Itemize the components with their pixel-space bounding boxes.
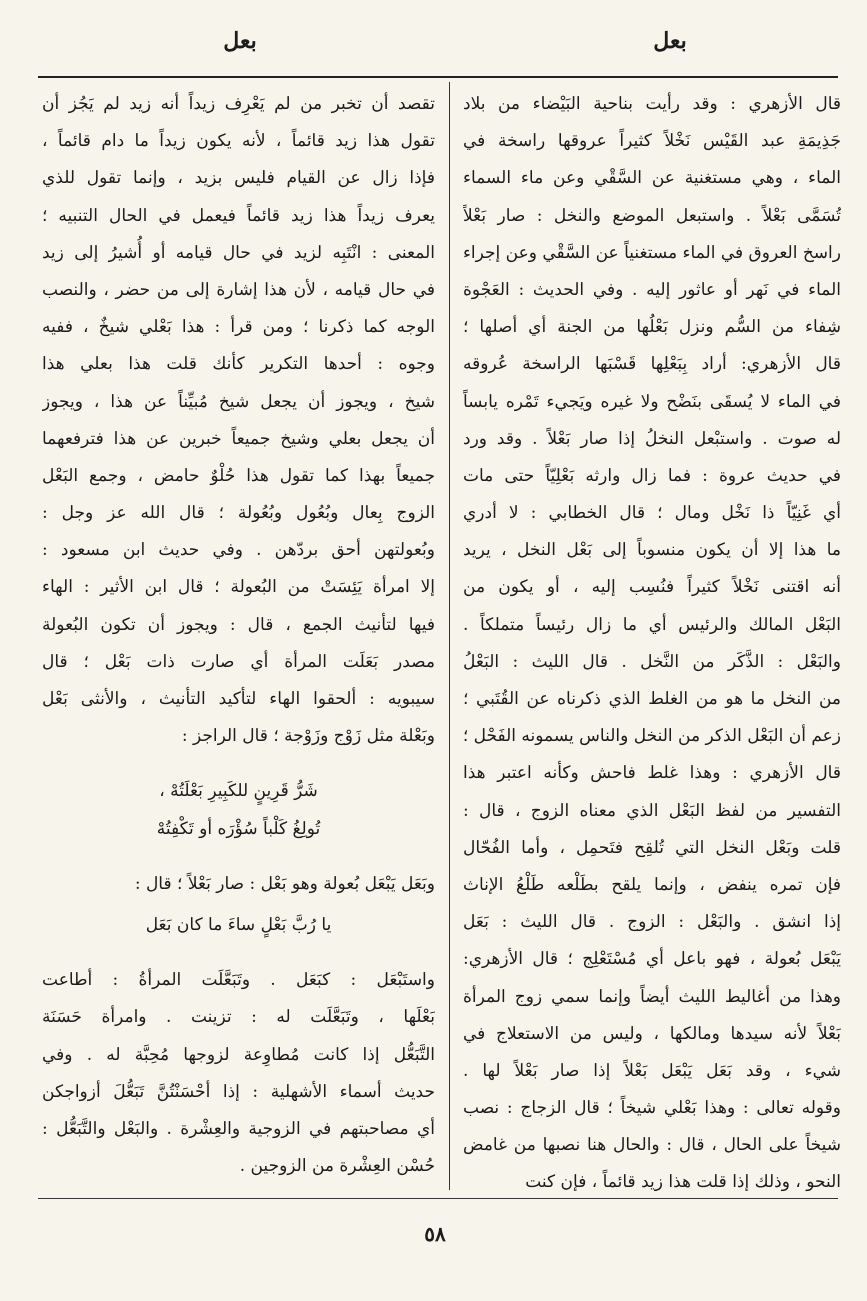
text-line: وبُعولتهن أحق بردّهن . وفي حديث ابن مسعود : — [42, 540, 435, 561]
left-column-top — [42, 86, 435, 755]
text-line: فيها لتأنيث الجمع ، قال : ويجوز أن تكون البُعولة — [42, 614, 435, 635]
header-rule — [38, 76, 838, 78]
text-line: قال الأزهري : وقد رأيت بناحية البَيْضاء من بلاد — [463, 94, 841, 114]
text-line: أنه اقتنى نَخْلاً كثيراً فنُسِب إليه ، أو يكون من — [463, 577, 841, 598]
text-line: حديث أسماء الأشهلية : إذا أحْسَنْتُنَّ تَبَعُّلَ أزواجكن — [42, 1081, 435, 1102]
running-head-right: بعل — [653, 28, 687, 54]
verse-line: يا رُبَّ بَعْلٍ ساءَ ما كان بَعَل — [145, 914, 332, 935]
text-line: شيخ ، ويجوز أن يجعل شيخ مُبيِّناً عن هذا ، ويجوز — [42, 391, 435, 412]
text-line: الماء ، وهي مستغنية عن السَّقْي وعن ماء السماء — [463, 168, 841, 189]
text-line: بَعْلَها ، وتَبَعَّلَت له : تزينت . وامرأة حَسَنَة — [42, 1007, 435, 1028]
text-line: يَبْعَل بُعولة ، فهو باعل أي مُسْتَعْلِج ؛ قال الأزهري: — [463, 949, 841, 970]
text-line: أي مصاحبتهم في الزوجية والعِشْرة . والبَعْل والتَّبَعُّل : — [42, 1118, 435, 1139]
text-line: في حال قيامه ، لأن هذا إشارة إلى من حضر ، والنصب — [42, 279, 435, 300]
text-line: البَعْل المالك والرئيس أي ما زال رئيساً متملكاً . — [463, 614, 841, 635]
text-line: في حديث عروة : فما زال وارثه بَعْلِيّاً حتى مات — [463, 465, 841, 486]
text-line: إلا امرأة يَئِسَتْ من البُعولة ؛ قال ابن الأثير : الهاء — [42, 577, 435, 598]
text-line: تقول هذا زيد قائماً ، لأنه يكون زيداً ما دام قائماً ، — [42, 131, 435, 152]
verse-line: شَرُّ قَرِينٍ للكَبِيرِ بَعْلَتُهْ ، — [159, 781, 318, 802]
text-line: التَّبَعُّل إذا كانت مُطاوِعة لزوجها مُحِبَّة له . وفي — [42, 1044, 435, 1065]
text-line: وجوه : أحدها التكرير كأنك قلت هذا بعلي هذا — [42, 354, 435, 375]
text-line: والبَعْل : الذَّكَر من النَّخل . قال الليث : البَعْلُ — [463, 651, 841, 672]
text-line: بَعْلاً لأنه سيدها ومالكها ، وليس من الاستعلاج في — [463, 1023, 841, 1044]
text-line: سيبويه : ألحقوا الهاء لتأكيد التأنيث ، والأنثى بَعْل — [42, 689, 435, 709]
text-line: مصدر بَعَلَت المرأة أي صارت ذات بَعْل ؛ قال — [42, 651, 435, 672]
verse-gap — [42, 848, 435, 866]
text-line: أن يجعل بعلي وشيخ جميعاً خبرين عن هذا فترفعهما — [42, 428, 435, 449]
text-line: وهذا من أغاليط الليث أيضاً وإنما سمي زوج المرأة — [463, 986, 841, 1007]
text-line: شيخاً على الحال ، قال : والحال هنا نصبها من غامض — [463, 1135, 841, 1156]
text-line: النحو ، وذلك إذا قلت هذا زيد قائماً ، فإن كنت — [525, 1172, 841, 1193]
verse-line: تُولِغُ كَلْباً سُؤْرَه أو تَكْفِتُهْ — [156, 818, 321, 839]
text-line: شِفاء من السُّم ونزل بَعْلُها من الجنة أي أصلها ؛ — [463, 317, 841, 338]
text-line: شيء ، وقد بَعَل يَبْعَل بَعْلاً إذا صار بَعْلاً لها . — [463, 1060, 841, 1081]
right-column — [463, 86, 841, 1202]
text-line: من النخل ما هو من الغلط الذي ذكرناه عن القُتَبي ؛ — [463, 689, 841, 709]
text-line: حُسْن العِشْرة من الزوجين . — [239, 1156, 435, 1177]
text-line: التفسير من لفظ البَعْل الذي معناه الزوج ، قال : — [463, 800, 841, 821]
text-line: راسخ العروق في الماء مستغنياً عن السَّقْي وعن إجراء — [463, 242, 841, 263]
text-line: زعم أن البَعْل الذكر من النخل والناس يسمونه الفَحْل ؛ — [463, 726, 841, 747]
text-line: الوجه كما ذكرنا ؛ ومن قرأ : هذا بَعْلي شيخٌ ، ففيه — [42, 317, 435, 338]
text-line: تُسَمَّى بَعْلاً . واستبعل الموضع والنخل : صار بَعْلاً — [463, 205, 841, 226]
text-line: وبَعَل يَبْعَل بُعولة وهو بَعْل : صار بَعْلاً ؛ قال : — [134, 873, 435, 894]
running-head-left: بعل — [223, 28, 257, 54]
left-column-bottom — [42, 962, 435, 1185]
text-line: قلت وبَعْل النخل التي تُلقِح فتَحمِل ، وأما الفُحّال — [463, 837, 841, 858]
text-line: واستَبْعَل : كبَعَل . وتَبَعَّلَت المرأةُ : أطاعت — [42, 970, 435, 991]
text-line: فإن تمره ينفض ، وإنما يلقح بطَلْعه طَلْعُ الإناث — [463, 874, 841, 895]
verse-gap — [42, 755, 435, 773]
text-line: تقصد أن تخبر من لم يَعْرِف زيداً أنه زيد لم يَجُز أن — [42, 94, 435, 114]
text-line: المعنى : انْتَبِه لزيد في حال قيامه أو أُشيرُ إلى زيد — [42, 242, 435, 263]
page-number: ٥٨ — [424, 1222, 446, 1246]
verse-block-2 — [42, 907, 435, 944]
text-line: يعرف زيداً هذا زيد قائماً فيعمل في الحال التنبيه ؛ — [42, 205, 435, 226]
text-line: الماء في نَهر أو عاثور إليه . وفي الحديث : العَجْوة — [463, 279, 841, 300]
text-line: وقوله تعالى : وهذا بَعْلي شيخاً ؛ قال الزجاج : نصب — [463, 1098, 841, 1119]
left-column-mid — [42, 866, 435, 903]
text-line: قال الأزهري: أراد بِبَعْلِها قَسْبَها الراسخة عُروقه — [463, 354, 841, 375]
text-line: قال الأزهري : وهذا غلط فاحش وكأنه اعتبر هذا — [463, 763, 841, 784]
text-line: وبَعْلة مثل زَوْج وزَوْجة ؛ قال الراجز : — [181, 726, 435, 747]
text-line: فإذا زال عن القيام فليس بزيد ، وإنما تقول للذي — [42, 168, 435, 189]
text-line: في الماء لا يُسقَى بنَضْح ولا غيره ويَجيء تَمْره يابساً — [463, 391, 841, 412]
text-line: إذا انشق . والبَعْل : الزوج . قال الليث : بَعَل — [463, 912, 841, 933]
column-divider — [449, 82, 450, 1190]
text-line: ما هذا إلا أن يكون منسوباً إلى بَعْل النخل ، يريد — [463, 540, 841, 561]
verse-block-1 — [42, 773, 435, 847]
text-line: جَذِيمَةِ عبد القَيْس نَخْلاً كثيراً عروقها راسخة في — [463, 131, 841, 152]
verse-gap — [42, 944, 435, 962]
text-line: جميعاً بهذا كما تقول هذا حُلْوٌ حامض ، وجمع البَعْل — [42, 465, 435, 486]
text-line: الزوج بِعال وبُعُول وبُعُولة ؛ قال الله عز وجل : — [42, 503, 435, 524]
left-column — [42, 86, 435, 1185]
text-line: أي غَنِيّاً ذا نَخْل ومال ؛ قال الخطابي : لا أدري — [463, 503, 841, 524]
text-line: له صوت . واستبْعل النخلُ إذا صار بَعْلاً . وقد ورد — [463, 428, 841, 449]
